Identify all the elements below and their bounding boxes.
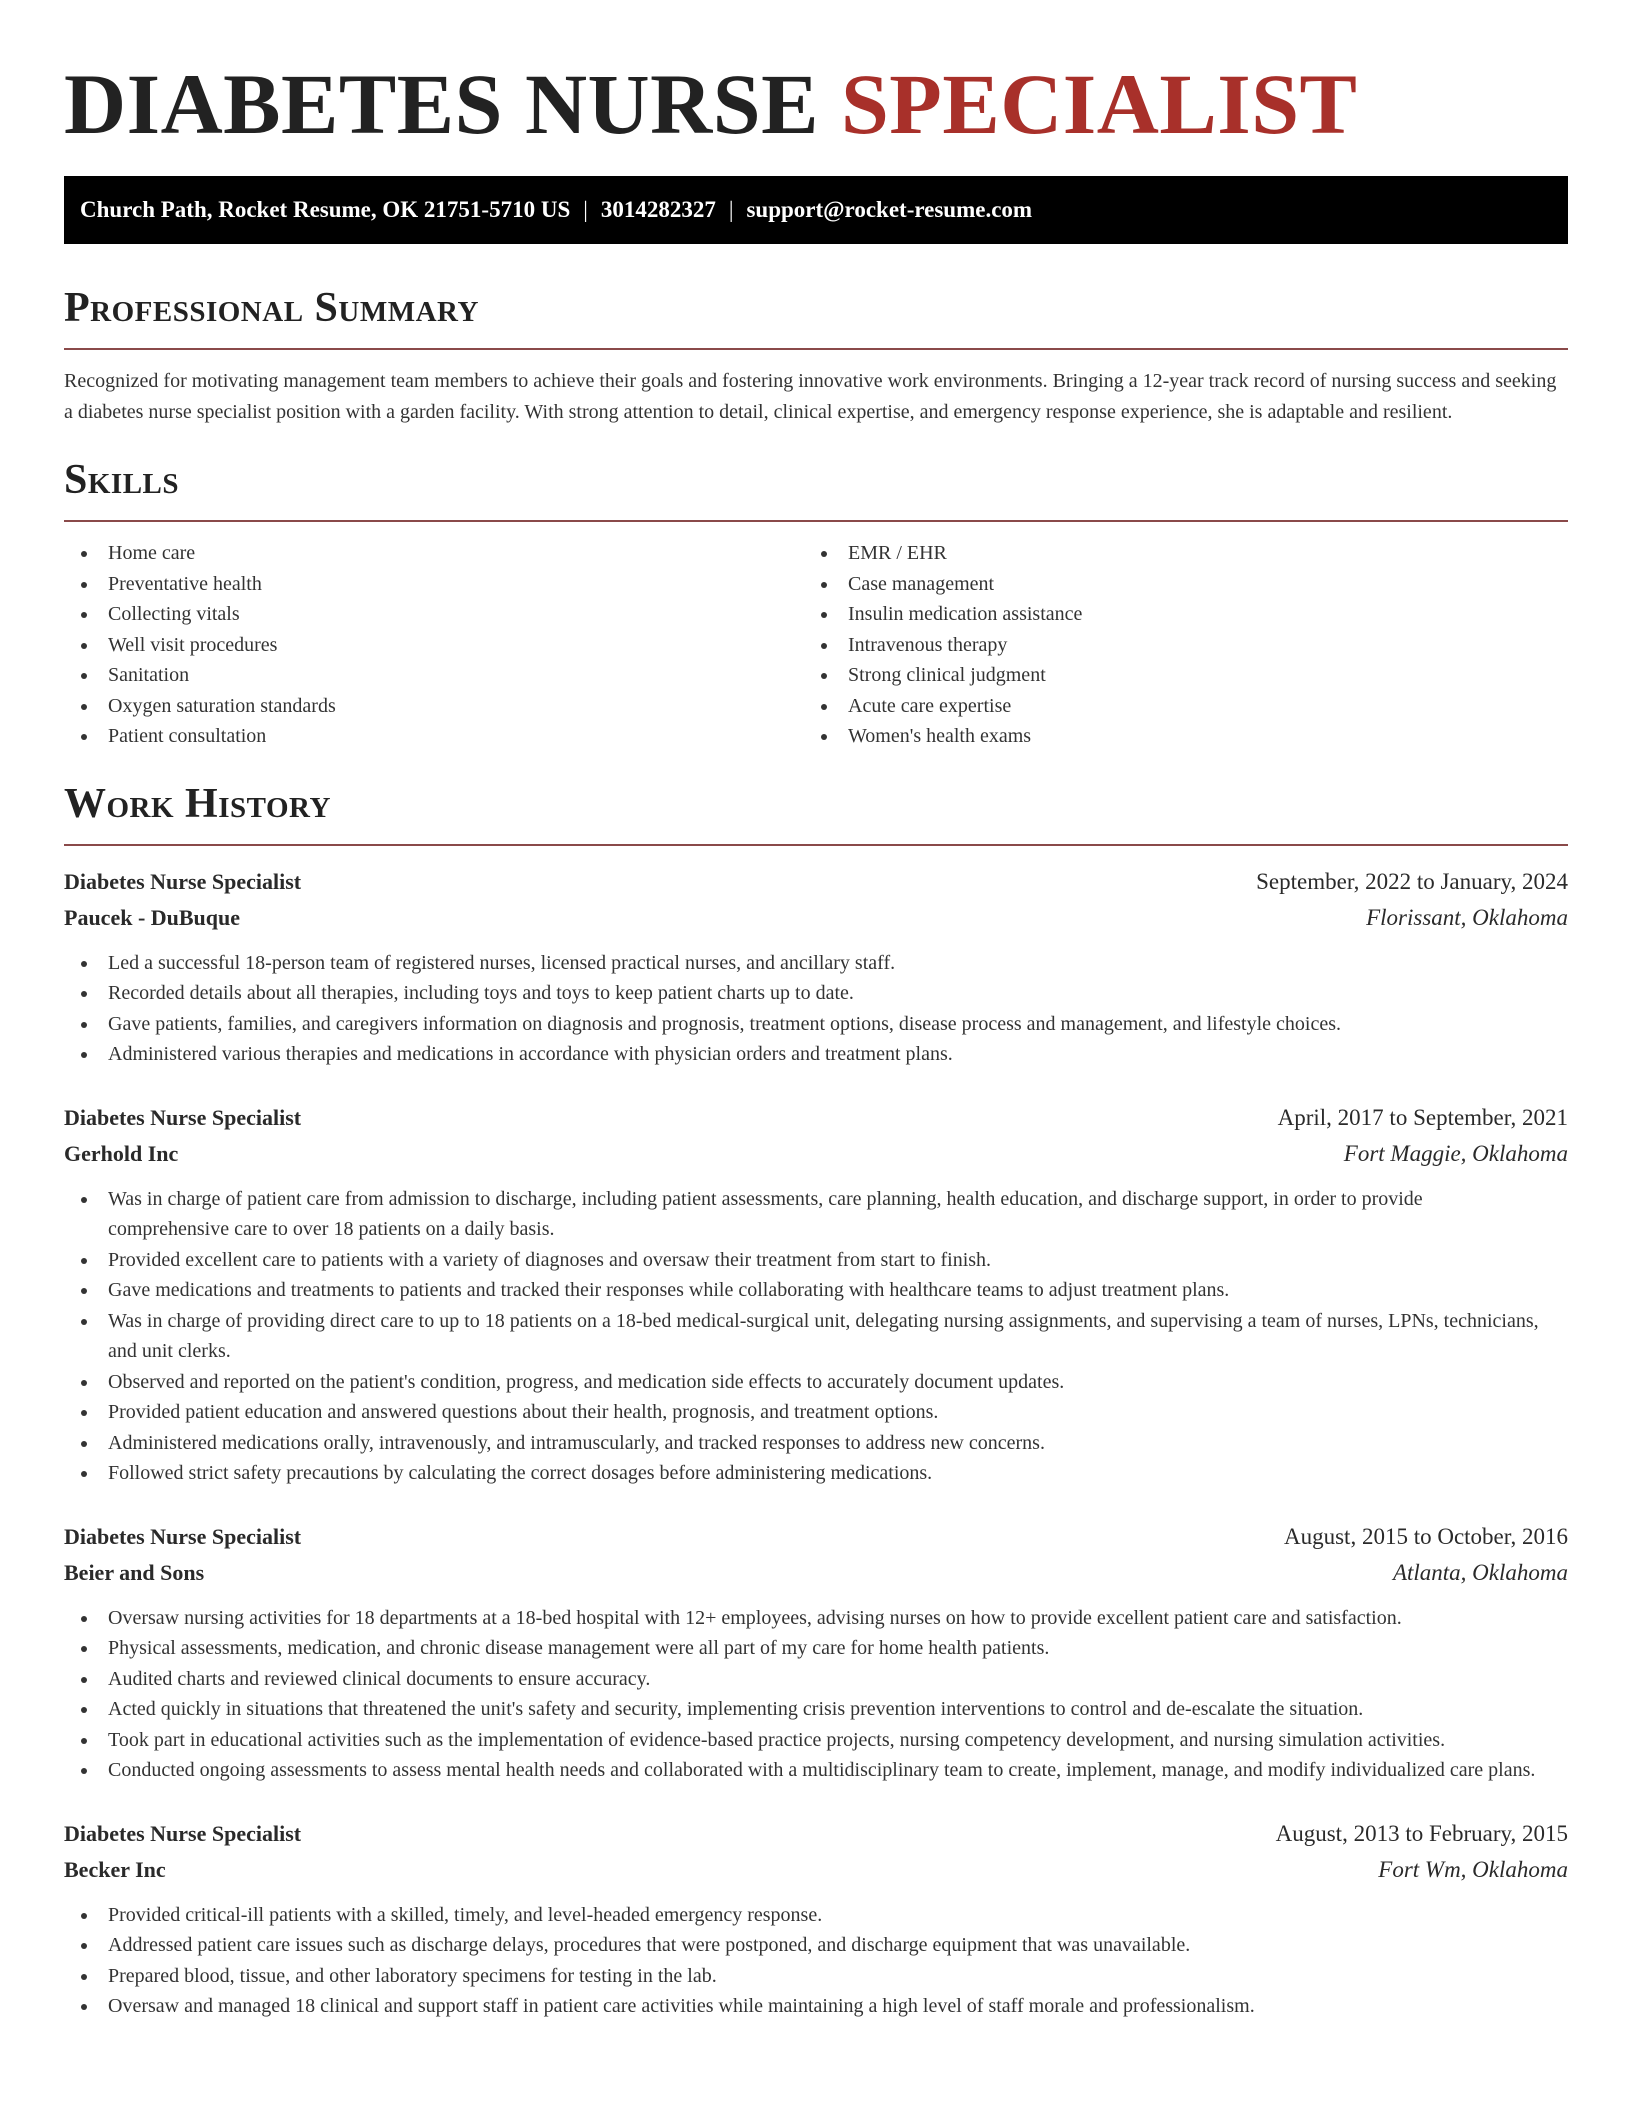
- skill-item: Collecting vitals: [64, 599, 804, 630]
- job-dates: August, 2013 to February, 2015: [1275, 1820, 1568, 1846]
- skills-list-left: [64, 538, 804, 752]
- job-bullet-list: [64, 1603, 1568, 1786]
- skills-list-right: [804, 538, 1544, 752]
- job-dates: April, 2017 to September, 2021: [1277, 1104, 1568, 1130]
- section-divider: [64, 844, 1568, 846]
- job-company: Becker Inc: [64, 1856, 166, 1882]
- skill-item: Women's health exams: [804, 721, 1544, 752]
- contact-email: support@rocket-resume.com: [746, 197, 1033, 222]
- skill-item: Intravenous therapy: [804, 630, 1544, 661]
- job-title: Diabetes Nurse Specialist: [64, 1523, 302, 1549]
- summary-text: Recognized for motivating management team members to achieve their goals and fostering innovative work environments. Bringing a 12-year track record of nursing success and seeking a diabetes nurse specialist position with a garden facility. With strong attention to detail, clinical expertise, and emergency response experience, she is adaptable and resilient.: [64, 370, 1557, 423]
- job-bullet: Addressed patient care issues such as discharge delays, procedures that were postponed, and discharge equipment that was unavailable.: [64, 1930, 1568, 1961]
- job-dates: September, 2022 to January, 2024: [1256, 868, 1568, 894]
- job-bullet: Prepared blood, tissue, and other laboratory specimens for testing in the lab.: [64, 1961, 1568, 1992]
- skill-item: EMR / EHR: [804, 538, 1544, 569]
- skill-item: Patient consultation: [64, 721, 804, 752]
- job-bullet: Acted quickly in situations that threatened the unit's safety and security, implementing crisis prevention interventions to control and de-escalate the situation.: [64, 1694, 1568, 1725]
- job-bullet: Gave medications and treatments to patients and tracked their responses while collaborating with healthcare teams to adjust treatment plans.: [64, 1275, 1568, 1306]
- work-history-section: [64, 778, 1568, 2022]
- job-bullet: Conducted ongoing assessments to assess mental health needs and collaborated with a multidisciplinary team to create, implement, manage, and modify individualized care plans.: [64, 1755, 1568, 1786]
- job-location: Fort Maggie, Oklahoma: [1343, 1140, 1568, 1166]
- job-location: Fort Wm, Oklahoma: [1378, 1856, 1568, 1882]
- skill-item: Well visit procedures: [64, 630, 804, 661]
- skill-item: Acute care expertise: [804, 691, 1544, 722]
- contact-separator: |: [728, 197, 734, 222]
- job-title: Diabetes Nurse Specialist: [64, 1820, 302, 1846]
- job-bullet: Audited charts and reviewed clinical documents to ensure accuracy.: [64, 1664, 1568, 1695]
- resume-name: [64, 54, 1568, 154]
- job-bullet: Provided critical-ill patients with a skilled, timely, and level-headed emergency response.: [64, 1900, 1568, 1931]
- job-entry: [64, 864, 1568, 1070]
- section-divider: [64, 348, 1568, 350]
- contact-address: Church Path, Rocket Resume, OK 21751-5710 US: [80, 197, 571, 222]
- section-title-skills: Skills: [64, 457, 180, 503]
- job-location: Florissant, Oklahoma: [1366, 904, 1568, 930]
- job-bullet-list: [64, 1900, 1568, 2022]
- skills-section: [64, 454, 1568, 752]
- job-company: Gerhold Inc: [64, 1140, 179, 1166]
- contact-separator: |: [583, 197, 588, 222]
- name-first-part: DIABETES NURSE: [64, 56, 819, 152]
- job-company: Beier and Sons: [64, 1559, 205, 1585]
- skill-item: Oxygen saturation standards: [64, 691, 804, 722]
- job-bullet-list: [64, 948, 1568, 1070]
- job-company: Paucek - DuBuque: [64, 904, 241, 930]
- job-bullet: Was in charge of patient care from admission to discharge, including patient assessments, care planning, health education, and discharge support, in order to provide comprehensive care to over 18 patients on a daily basis.: [64, 1184, 1568, 1245]
- job-dates: August, 2015 to October, 2016: [1284, 1523, 1568, 1549]
- job-bullet: Provided patient education and answered questions about their health, prognosis, and treatment options.: [64, 1397, 1568, 1428]
- skill-item: Preventative health: [64, 569, 804, 600]
- job-bullet: Administered medications orally, intravenously, and intramuscularly, and tracked responses to address new concerns.: [64, 1428, 1568, 1459]
- skill-item: Sanitation: [64, 660, 804, 691]
- section-title-work-history: Work History: [64, 780, 331, 827]
- job-bullet: Led a successful 18-person team of registered nurses, licensed practical nurses, and ancillary staff.: [64, 948, 1568, 979]
- job-entry: [64, 1100, 1568, 1489]
- section-divider: [64, 520, 1568, 522]
- job-title: Diabetes Nurse Specialist: [64, 1104, 302, 1130]
- job-bullet: Physical assessments, medication, and chronic disease management were all part of my care for home health patients.: [64, 1633, 1568, 1664]
- job-bullet: Oversaw nursing activities for 18 departments at a 18-bed hospital with 12+ employees, advising nurses on how to provide excellent patient care and satisfaction.: [64, 1603, 1568, 1634]
- skill-item: Home care: [64, 538, 804, 569]
- contact-bar: [64, 176, 1568, 244]
- job-bullet: Oversaw and managed 18 clinical and support staff in patient care activities while maintaining a high level of staff morale and professionalism.: [64, 1991, 1568, 2022]
- section-title-summary: Professional Summary: [64, 285, 479, 331]
- summary-section: [64, 282, 1568, 428]
- job-bullet: Was in charge of providing direct care to up to 18 patients on a 18-bed medical-surgical unit, delegating nursing assignments, and supervising a team of nurses, LPNs, technicians, and unit clerks.: [64, 1306, 1568, 1367]
- job-bullet: Followed strict safety precautions by calculating the correct dosages before administering medications.: [64, 1458, 1568, 1489]
- skill-item: Insulin medication assistance: [804, 599, 1544, 630]
- skill-item: Case management: [804, 569, 1544, 600]
- job-bullet: Gave patients, families, and caregivers information on diagnosis and prognosis, treatment options, disease process and management, and lifestyle choices.: [64, 1009, 1568, 1040]
- job-bullet-list: [64, 1184, 1568, 1489]
- name-last-part: SPECIALIST: [840, 56, 1358, 152]
- skill-item: Strong clinical judgment: [804, 660, 1544, 691]
- resume-page: [64, 54, 1568, 2022]
- job-bullet: Provided excellent care to patients with a variety of diagnoses and oversaw their treatment from start to finish.: [64, 1245, 1568, 1276]
- job-entry: [64, 1816, 1568, 2022]
- job-title: Diabetes Nurse Specialist: [64, 868, 302, 894]
- job-location: Atlanta, Oklahoma: [1392, 1559, 1568, 1585]
- job-bullet: Took part in educational activities such as the implementation of evidence-based practice projects, nursing competency development, and nursing simulation activities.: [64, 1725, 1568, 1756]
- job-bullet: Administered various therapies and medications in accordance with physician orders and treatment plans.: [64, 1039, 1568, 1070]
- skills-grid: [64, 538, 1568, 752]
- contact-phone: 3014282327: [600, 197, 716, 222]
- job-entry: [64, 1519, 1568, 1786]
- job-bullet: Recorded details about all therapies, including toys and toys to keep patient charts up to date.: [64, 978, 1568, 1009]
- job-bullet: Observed and reported on the patient's condition, progress, and medication side effects to accurately document updates.: [64, 1367, 1568, 1398]
